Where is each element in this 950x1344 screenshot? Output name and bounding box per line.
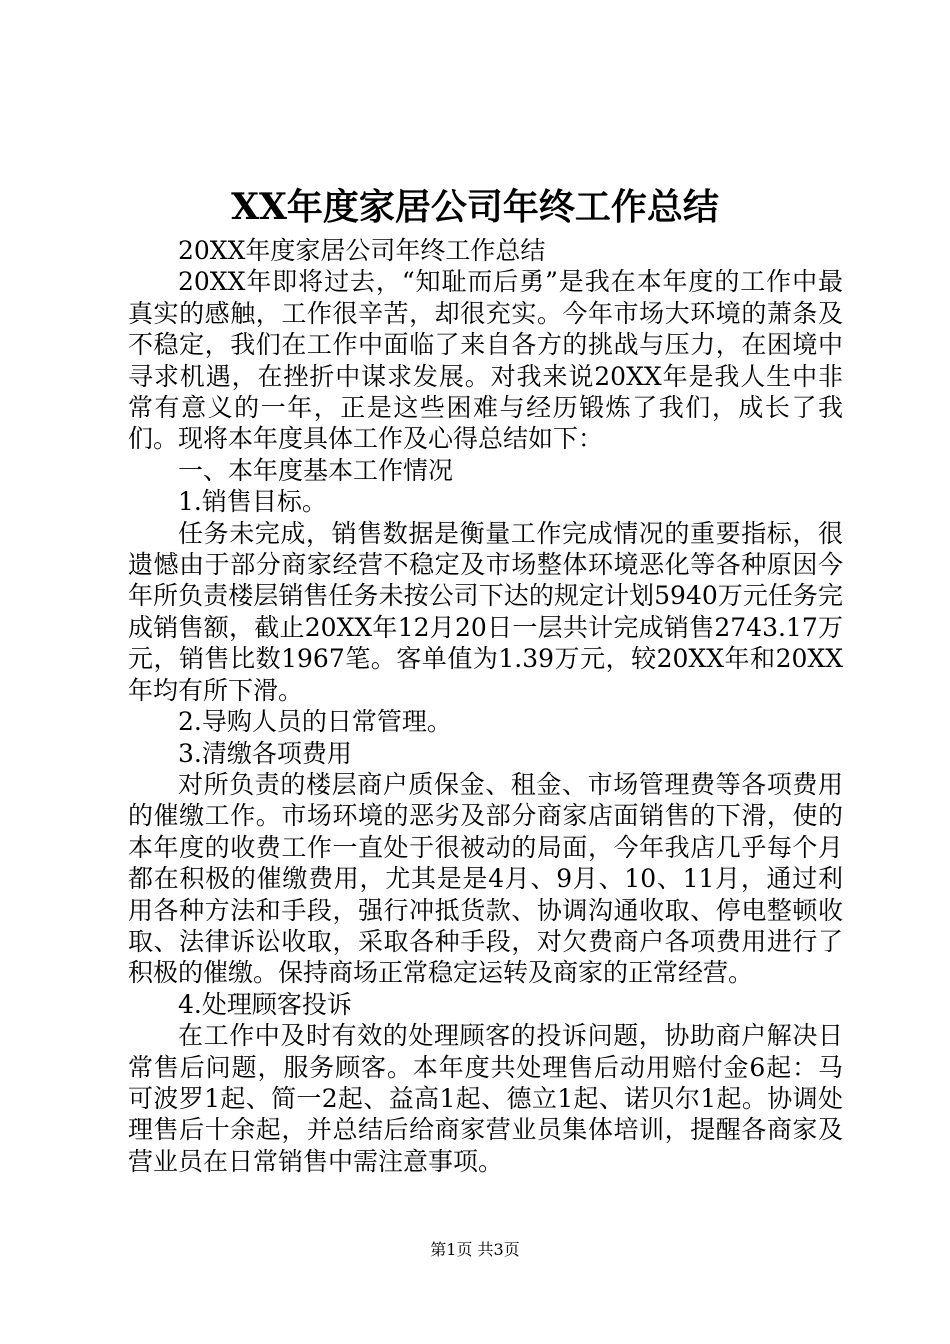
paragraph-subtitle: 20XX年度家居公司年终工作总结 bbox=[178, 236, 546, 265]
item-heading-sales-target: 1.销售目标。 bbox=[178, 487, 327, 517]
paragraph-sales-target: 任务未完成，销售数据是衡量工作完成情况的重要指标，很遗憾由于部分商家经营不稳定及市场整体环境恶化等各种原因今年所负责楼层销售任务未按公司下达的规定计划5940万元任务完成销售额，截止20XX年12月20日一层共计完成销售2743.17万元，销售比数1967笔。客单值为1.39万元，较20XX年和20XX年均有所下滑。 bbox=[128, 518, 843, 705]
document-title: XX年度家居公司年终工作总结 bbox=[231, 186, 719, 228]
page-footer: 第1页 共3页 bbox=[430, 1240, 520, 1259]
document-body bbox=[128, 235, 843, 1177]
paragraph-intro: 20XX年即将过去，“知耻而后勇”是我在本年度的工作中最真实的感触，工作很辛苦，却很充实。今年市场大环境的萧条及不稳定，我们在工作中面临了来自各方的挑战与压力，在困境中寻求机遇，在挫折中谋求发展。对我来说20XX年是我人生中非常有意义的一年，正是这些困难与经历锻炼了我们，成长了我们。现将本年度具体工作及心得总结如下： bbox=[128, 267, 843, 454]
section-heading-basic-work: 一、本年度基本工作情况 bbox=[178, 455, 454, 485]
paragraph-fee-collection: 对所负责的楼层商户质保金、租金、市场管理费等各项费用的催缴工作。市场环境的恶劣及部分商家店面销售的下滑，使的本年度的收费工作一直处于很被动的局面，今年我店几乎每个月都在积极的催缴费用，尤其是是4月、9月、10、11月，通过利用各种方法和手段，强行冲抵货款、协调沟通收取、停电整顿收取、法律诉讼收取，采取各种手段，对欠费商户各项费用进行了积极的催缴。保持商场正常稳定运转及商家的正常经营。 bbox=[128, 769, 843, 988]
paragraph-complaints: 在工作中及时有效的处理顾客的投诉问题，协助商户解决日常售后问题，服务顾客。本年度共处理售后动用赔付金6起：马可波罗1起、简一2起、益高1起、德立1起、诺贝尔1起。协调处理售后十余起，并总结后给商家营业员集体培训，提醒各商家及营业员在日常销售中需注意事项。 bbox=[128, 1021, 843, 1176]
item-heading-fee-collection: 3.清缴各项费用 bbox=[178, 738, 352, 768]
item-heading-staff-management: 2.导购人员的日常管理。 bbox=[178, 707, 452, 737]
item-heading-complaints: 4.处理顾客投诉 bbox=[178, 989, 352, 1019]
